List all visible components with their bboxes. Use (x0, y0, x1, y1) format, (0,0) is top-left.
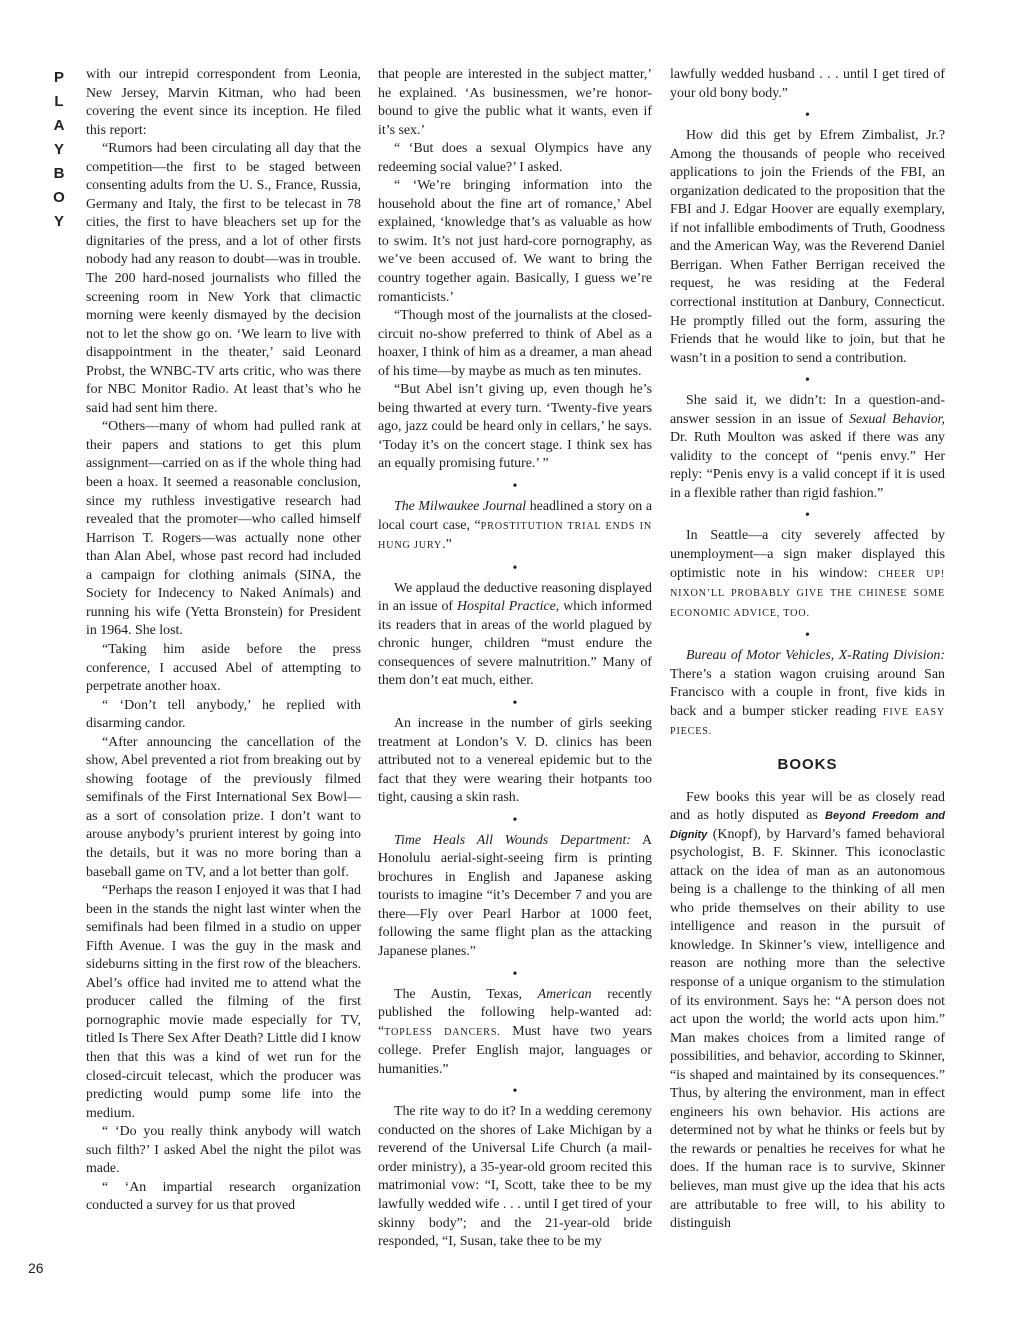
paragraph: “ ‘An impartial research organization conducted a survey for us that proved (86, 1179, 361, 1214)
item-text: She said it, we didn’t: In a question-and-answer session in an issue of (670, 393, 945, 427)
item-honolulu (378, 832, 652, 962)
item-separator: • (805, 108, 810, 124)
item-text: (Knopf), by Harvard’s famed behavioral psychologist, B. F. Skinner. This iconoclastic attack on the idea of man as an autonomous being is a challenge to the thinking of all men who pride themselves on their ability to use intelligence and reason in the pursuit of knowledge. In Skinner’s view, intelligence and reason are nothing more than the selective response of a unique organism to the stimulation of its environment. Says he: “A person does not act upon the world; the world acts upon him.” Man makes choices from a limited range of possibilities, and behavior, according to Skinner, “is shaped and maintained by its consequences.” Thus, by altering the environment, man in effect engineers his own behavior. His actions are determined not by what he thinks or feels but by the rewards or penalties he receives for what he does. If the human race is to survive, Skinner believes, man must give up the idea that his acts are attributable to free will, to his ability to distinguish (670, 826, 945, 1232)
item-separator: • (512, 966, 518, 982)
item-text: Dr. Ruth Moulton was asked if there was any validity to the concept of “penis envy.” Her reply: “Penis envy is a valid concept if it is used in a flexible rather than rigid fashion.” (670, 430, 945, 501)
item-moulton (670, 392, 945, 503)
books-review (670, 789, 945, 1234)
paragraph: “ ‘But does a sexual Olympics have any redeeming social value?’ I asked. (378, 141, 652, 175)
item-separator: • (805, 373, 810, 389)
sticker-caps: FIVE EASY PIECES. (670, 706, 945, 738)
item-separator: • (512, 695, 518, 711)
ad-caps: TOPLESS DANCERS. (384, 1026, 501, 1038)
column-1 (86, 66, 361, 1274)
item-hospital (378, 580, 652, 691)
item-separator: • (512, 560, 518, 576)
item-fbi: How did this get by Efrem Zimbalist, Jr.? Among the thousands of people who received applications to join the Friends of the FBI, an organization dedicated to the proposition that the FBI and J. Edgar Hoover are equally exemplary, if not infallible embodiments of Truth, Goodness and the American Way, was the Reverend Daniel Berrigan. When Father Berrigan received the request, he was residing at the Federal correctional institution at Danbury, Connecticut. He promptly filled out the form, assuring the Friends that he would like to join, but that he wasn’t in a position to send a contribution. (670, 128, 945, 366)
item-separator: • (512, 1084, 518, 1100)
paragraph: “After announcing the cancellation of the show, Abel prevented a riot from breaking out by showing footage of the previously filmed semifinals of the First International Sex Bowl—as a sort of consolation prize. I don’t want to arouse anybody’s prurient interest by going into the details, but it was no more boring than a baseball game on TV, and a lot better than golf. (86, 734, 361, 880)
sign-caps: CHEER UP! NIXON’LL PROBABLY GIVE THE CHINESE SOME ECONOMIC ADVICE, TOO. (670, 568, 945, 619)
paragraph: “Rumors had been circulating all day that the competition—the first to be staged between consenting adults from the U. S., France, Russia, Germany and Italy, the first to be telecast in 78 cities, the first to have bleachers set up for the dignitaries of the press, and a lot of other firsts nobody had any reason to doubt—was in trouble. The 200 hard-nosed journalists who filled the screening room in New York that climactic morning were keenly dismayed by the decision not to let the show go on. ‘We learn to live with disappointment in the theater,’ said Leonard Probst, the WNBC-TV arts critic, who was there for NBC Monitor Radio. At least that’s who he said had sent him there. (86, 141, 361, 416)
item-wedding: The rite way to do it? In a wedding ceremony conducted on the shores of Lake Michigan by a reverend of the Universal Life Church (a mail-order ministry), a 35-year-old groom recited this matrimonial vow: “I, Scott, take thee to be my lawfully wedded wife . . . until I get tired of your skinny body”; and the 21-year-old bride responded, “I, Susan, take thee to be my (378, 1104, 652, 1250)
side-letter: B (53, 165, 65, 182)
side-letter: Y (53, 213, 64, 230)
item-separator: • (805, 628, 810, 644)
paragraph: “ ‘We’re bringing information into the household about the fine art of romance,’ Abel explained, ‘knowledge that’s as valuable as how to swim. It’s not just hard-core pornography, as we’ve been accused of. We want to bring the country together again. Basically, I guess we’re romanticists.’ (378, 178, 652, 305)
item-seattle (670, 527, 945, 623)
headline-caps: PROSTITUTION TRIAL ENDS IN HUNG JURY (378, 520, 652, 552)
item-separator: • (512, 479, 518, 495)
page-number: 26 (28, 1260, 44, 1276)
item-separator: • (512, 812, 518, 828)
paragraph: lawfully wedded husband . . . until I get tired of your old bony body.” (670, 67, 945, 101)
publication-title: Sexual Behavior, (849, 411, 945, 427)
book-title: Beyond Freedom and Dignity (670, 810, 945, 841)
item-text: which informed its readers that in areas of the world plagued by chronic hunger, children “must endure the consequences of severe malnutrition.” Many of them don’t eat much, either. (378, 599, 652, 689)
publication-title: The Milwaukee Journal (394, 499, 527, 515)
paragraph: with our intrepid correspondent from Leonia, New Jersey, Marvin Kitman, who had been covering the event since its inception. He filed this report: (86, 67, 361, 138)
item-text: In Seattle—a city severely affected by unemployment—a sign maker displayed this optimistic note in his window: (670, 528, 945, 581)
paragraph: “ ‘Do you really think anybody will watch such filth?’ I asked Abel the night the pilot was made. (86, 1124, 361, 1177)
item-text: .” (442, 537, 452, 553)
side-letter: O (53, 189, 65, 206)
side-letter: L (54, 93, 64, 110)
department-title: Bureau of Motor Vehicles, X-Rating Division: (686, 648, 945, 664)
publication-title: Hospital Practice, (456, 599, 560, 615)
item-text: Must have two years college. Prefer English major, languages or humanities.” (378, 1023, 652, 1077)
item-milwaukee (378, 498, 652, 556)
side-letter: A (53, 117, 65, 134)
item-text: A Honolulu aerial-sight-seeing firm is printing brochures in English and Japanese asking tourists to imagine “it’s December 7 and you are there—Fly over Pearl Harbor at 1000 feet, following the same flight plan as the attacking Japanese planes.” (378, 832, 652, 959)
paragraph: “Taking him aside before the press conference, I accused Abel of attempting to perpetrate another hoax. (86, 641, 361, 695)
department-title: Time Heals All Wounds Department: (394, 832, 631, 848)
item-text: headlined a story on a local court case, “ (378, 499, 652, 533)
paragraph: “Perhaps the reason I enjoyed it was that I had been in the stands the night last winter when the semifinals had been filmed in a studio on upper Fifth Avenue. I was the guy in the mask and sideburns sitting in the first row of the bleachers. Abel’s office had invited me to attend what the producer called the filming of the first pornographic movie made especially for TV, titled Is There Sex After Death? Little did I know then that this was a kind of wet run for the closed-circuit telecast, which the producer was predicting would pump some life into the medium. (86, 883, 361, 1121)
paragraph: that people are interested in the subject matter,’ he explained. ‘As businessmen, we’re honor-bound to give the public what it wants, even if it’s sex.’ (378, 67, 652, 138)
item-text: There’s a station wagon cruising around San Francisco with a couple in front, five kids in back and a bumper sticker reading (670, 666, 945, 719)
publication-title: American (537, 986, 592, 1002)
item-text: Few books this year will be as closely read and as hotly disputed as (670, 789, 945, 824)
magazine-side-label (44, 66, 74, 234)
item-text: recently published the following help-wanted ad: “ (378, 986, 652, 1039)
section-heading-books: BOOKS (777, 755, 838, 773)
item-separator: • (805, 508, 810, 524)
item-motor (670, 647, 945, 742)
side-letter: P (53, 69, 64, 86)
item-text: The Austin, Texas, (394, 986, 538, 1002)
item-austin (378, 986, 652, 1080)
item-london: An increase in the number of girls seeking treatment at London’s V. D. clinics has been attributed not to a venereal epidemic but to the fact that they were wearing their hotpants too tight, causing a skin rash. (378, 715, 652, 806)
item-text: We applaud the deductive reasoning displayed in an issue of (378, 580, 652, 615)
paragraph: “But Abel isn’t giving up, even though he’s being thwarted at every turn. ‘Twenty-five years ago, jazz could be heard only in cellars,’ he says. ‘Today it’s on the concert stage. I think sex has an equally promising future.’ ” (378, 382, 652, 472)
paragraph: “Though most of the journalists at the closed-circuit no-show preferred to think of Abel as a hoaxer, I think of him as a dreamer, a man ahead of his time—by maybe as much as ten minutes. (378, 308, 652, 379)
column-2 (378, 66, 652, 1274)
side-letter: Y (53, 141, 64, 158)
paragraph: “ ‘Don’t tell anybody,’ he replied with disarming candor. (86, 697, 361, 732)
column-3 (670, 66, 945, 1274)
paragraph: “Others—many of whom had pulled rank at their papers and stations to get this plum assignment—carried on as if the whole thing had been a hoax. It seemed a reasonable conclusion, since my ruthless investigative research had revealed that the promoter—who called himself Harrison T. Rogers—was actually none other than Alan Abel, whose past record had included a campaign for clothing animals (SINA, the Society for Indecency to Naked Animals) and running his wife (Yetta Bronstein) for President in 1964. She lost. (86, 419, 361, 639)
